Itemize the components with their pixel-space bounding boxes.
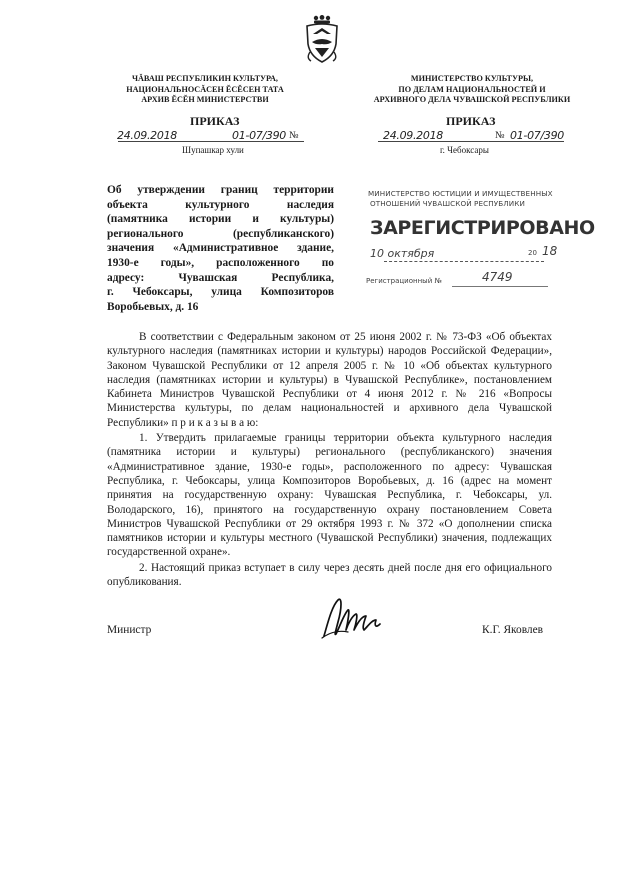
stamp-reg-line: [452, 286, 548, 287]
stamp-date: 10 октября: [370, 247, 435, 260]
title-line: адресу: Чувашская Республика,: [107, 271, 334, 284]
stamp-date-line: [384, 261, 544, 262]
stamp-registered-text: ЗАРЕГИСТРИРОВАНО: [370, 217, 595, 239]
document-body: [107, 330, 552, 589]
number-sign-right: №: [495, 130, 505, 141]
title-line: Воробьевых, д. 16: [107, 300, 199, 313]
signatory-position: Министр: [107, 624, 152, 636]
org-line: ЧĂВАШ РЕСПУБЛИКИН КУЛЬТУРА,: [132, 74, 278, 83]
body-paragraph: 1. Утвердить прилагаемые границы территории объекта культурного наследия (памятника истории и культуры) регионального (республиканского) значения «Административное здание, 1930-е годы», расположенного по адресу: Чувашская Республика, г. Чебоксары, улица Композиторов Воробьевых, д. 16 (адрес на момент принятия на государственную охрану: Чувашская Республика, г. Чебоксары, ул. Володарского, 16), принятого на государственную охрану постановлением Совета Министров Чувашской Республики от 29 октября 1993 г. № 372 «О дополнении списка памятников истории и культуры местного (Чувашской Республики) значения, подлежащих государственной охране».: [107, 432, 552, 559]
stamp-year-prefix: 20: [528, 249, 537, 257]
stamp-agency-line: МИНИСТЕРСТВО ЮСТИЦИИ И ИМУЩЕСТВЕННЫХ: [368, 189, 553, 198]
issuer-name-russian: [362, 74, 582, 106]
org-line: АРХИВ ĔСĔН МИНИСТЕРСТВИ: [141, 95, 269, 104]
handwritten-signature: [318, 592, 386, 644]
org-line: МИНИСТЕРСТВО КУЛЬТУРЫ,: [410, 74, 534, 83]
title-line: регионального (республиканского): [107, 227, 334, 240]
org-line: ПО ДЕЛАМ НАЦИОНАЛЬНОСТЕЙ И: [398, 84, 546, 94]
title-line: Об утверждении границ территории: [107, 184, 334, 196]
stamp-year: 18: [542, 244, 558, 258]
title-line: г. Чебоксары, улица Композиторов: [107, 286, 334, 299]
order-number-right: 01-07/390: [510, 129, 564, 142]
title-line: значения «Административное здание,: [107, 242, 334, 255]
date-number-rule-right: [378, 141, 564, 142]
number-sign-left: №: [289, 130, 299, 141]
date-left: 24.09.2018: [117, 129, 177, 142]
signatory-name: К.Г. Яковлев: [482, 624, 544, 636]
org-line: АРХИВНОГО ДЕЛА ЧУВАШСКОЙ РЕСПУБЛИКИ: [373, 95, 571, 104]
date-number-rule-left: [118, 141, 304, 142]
body-paragraph: В соответствии с Федеральным законом от 25 июня 2002 г. № 73-ФЗ «Об объектах культурного наследия (памятниках истории и культуры) народов Российской Федерации», Законом Чувашской Республики от 12 апреля 2005 г. № 10 «Об объектах культурного наследия (памятниках истории и культуры) в Чувашской Республике», постановлением Кабинета Министров Чувашской Республики от 4 июня 2012 г. № 216 «Вопросы Министерства культуры, по делам национальностей и архивного дела Чувашской Республики» п р и к а з ы в а ю:: [107, 331, 552, 429]
title-line: 1930-е годы», расположенного по: [107, 256, 334, 269]
coat-of-arms-emblem: [303, 14, 341, 64]
stamp-reg-label: Регистрационный №: [366, 277, 442, 285]
doc-type-left: ПРИКАЗ: [190, 114, 240, 128]
place-right: г. Чебоксары: [440, 145, 489, 155]
title-line: объекта культурного наследия: [107, 198, 334, 211]
document-title: [107, 183, 334, 314]
body-paragraph: 2. Настоящий приказ вступает в силу через десять дней после дня его официального опубликования.: [107, 561, 552, 589]
place-left: Шупашкар хули: [182, 145, 244, 155]
issuer-name-chuvash: [105, 74, 305, 106]
title-line: (памятника истории и культуры): [107, 213, 334, 226]
order-number-left: 01-07/390: [232, 129, 286, 142]
org-line: НАЦИОНАЛЬНОСĂСЕН ĔСĔСЕН ТАТА: [126, 84, 284, 94]
stamp-agency-line: ОТНОШЕНИЙ ЧУВАШСКОЙ РЕСПУБЛИКИ: [370, 199, 525, 208]
date-right: 24.09.2018: [383, 129, 443, 142]
stamp-reg-number: 4749: [482, 270, 513, 284]
registration-stamp: [362, 186, 595, 296]
doc-type-right: ПРИКАЗ: [446, 114, 496, 128]
